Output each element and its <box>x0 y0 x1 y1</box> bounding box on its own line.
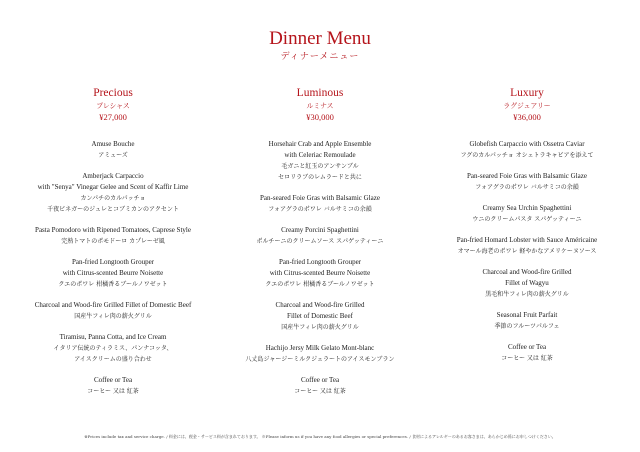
dish-list <box>220 139 420 397</box>
menu-dish <box>427 171 627 193</box>
menu-dish <box>220 225 420 247</box>
course-name-jp: ルミナス <box>306 102 334 110</box>
dish-name-en: with "Senya" Vinegar Gelee and Scent of Kaffir Lime <box>37 183 189 191</box>
dish-name-en: Pan-seared Foie Gras with Balsamic Glaze <box>260 194 380 202</box>
dish-name-en: with Citrus-scented Beurre Noisette <box>269 269 371 277</box>
dish-name-jp: 毛ガニと紅玉のアンサンブル <box>281 163 359 170</box>
menu-dish <box>13 257 213 290</box>
course-price: ¥36,000 <box>513 112 541 122</box>
dish-name-jp: アイスクリームの盛り合わせ <box>74 356 152 363</box>
menu-dish <box>427 267 627 300</box>
dish-name-en: Creamy Sea Urchin Spaghettini <box>482 204 572 212</box>
menu-dish <box>13 332 213 365</box>
menu-dish <box>427 342 627 364</box>
dish-name-en: Creamy Porcini Spaghettini <box>281 226 359 234</box>
dish-name-jp: 黒毛和牛フィレ肉の薪火グリル <box>485 291 569 298</box>
dish-name-en: with Citrus-scented Beurre Noisette <box>62 269 164 277</box>
dish-name-en: Hachijo Jersy Milk Gelato Mont-blanc <box>265 344 375 352</box>
menu-dish <box>220 193 420 215</box>
dish-name-en: Pasta Pomodoro with Ripened Tomatoes, Caprese Style <box>35 226 191 234</box>
dish-name-en: Fillet of Domestic Beef <box>287 312 353 320</box>
dish-name-jp: フグのカルパッチョ オシェトラキャビアを添えて <box>460 152 594 159</box>
dish-name-jp: コーヒー 又は 紅茶 <box>294 388 346 395</box>
dish-name-en: Coffee or Tea <box>300 376 340 384</box>
menu-dish <box>13 300 213 322</box>
dish-name-en: Pan-seared Foie Gras with Balsamic Glaze <box>467 172 587 180</box>
menu-dish <box>13 225 213 247</box>
menu-dish <box>220 139 420 183</box>
dish-name-en: Charcoal and Wood-fire Grilled <box>482 268 572 276</box>
dish-name-jp: フォアグラのポワレ バルサミコの余韻 <box>268 206 372 213</box>
dish-name-jp: 国産牛フィレ肉の薪火グリル <box>74 313 152 320</box>
dish-name-jp: コーヒー 又は 紅茶 <box>87 388 139 395</box>
dish-name-jp: アミューズ <box>98 152 128 159</box>
dish-name-en: with Celeriac Remoulade <box>284 151 356 159</box>
dish-list <box>13 139 213 397</box>
menu-dish <box>13 171 213 215</box>
menu-dish <box>427 235 627 257</box>
course-name: Luminous <box>296 87 344 99</box>
menu-dish <box>220 375 420 397</box>
dish-name-en: Pan-fried Longtooth Grouper <box>71 258 155 266</box>
course-column-precious <box>13 86 213 407</box>
menu-dish <box>13 139 213 161</box>
menu-dish <box>220 343 420 365</box>
dish-name-en: Coffee or Tea <box>507 343 547 351</box>
course-name-jp: ラグジュアリー <box>503 102 551 110</box>
dish-name-en: Pan-fried Longtooth Grouper <box>278 258 362 266</box>
dish-name-en: Horsehair Crab and Apple Ensemble <box>268 140 372 148</box>
dish-name-jp: クエのポワレ 柑橘香るブールノワゼット <box>265 281 375 288</box>
dish-name-en: Tiramisu, Panna Cotta, and Ice Cream <box>59 333 167 341</box>
course-name: Luxury <box>510 87 544 99</box>
dish-name-jp: ポルチーニのクリームソース スパゲッティーニ <box>256 238 384 245</box>
menu-title: Dinner Menu <box>269 28 371 49</box>
course-column-luxury <box>427 86 627 374</box>
dish-name-jp: オマール海老のポワレ 軽やかなアメリケーヌソース <box>457 248 597 255</box>
course-price: ¥27,000 <box>99 112 127 122</box>
dish-name-jp: フォアグラのポワレ バルサミコの余韻 <box>475 184 579 191</box>
menu-dish <box>427 203 627 225</box>
dish-name-jp: 国産牛フィレ肉の薪火グリル <box>281 324 359 331</box>
dish-name-en: Coffee or Tea <box>93 376 133 384</box>
dish-name-en: Globefish Carpaccio with Ossetra Caviar <box>469 140 585 148</box>
menu-dish <box>427 139 627 161</box>
dish-name-jp: ウニのクリームパスタ スパゲッティーニ <box>472 216 582 223</box>
course-name-jp: プレシャス <box>96 102 130 110</box>
dish-name-en: Charcoal and Wood-fire Grilled Fillet of Domestic Beef <box>34 301 192 309</box>
dish-name-en: Seasonal Fruit Parfait <box>496 311 558 319</box>
menu-dish <box>427 310 627 332</box>
dish-name-jp: 八丈島ジャージーミルクジェラートのアイスモンブラン <box>245 356 395 363</box>
footer-note: ※Prices include tax and service charge. / 料金には、税金・サービス料が含まれております。 ※Please inform us if you have any food allergies or special preferences. / 食材によるアレルギーのあるお客さまは、あらかじめ係にお申しつけください。 <box>84 434 556 439</box>
course-column-luminous <box>220 86 420 407</box>
dish-name-en: Fillet of Wagyu <box>505 279 549 287</box>
menu-dish <box>220 300 420 333</box>
dish-name-jp: 千夜ビネガーのジュレとコブミカンのアクセント <box>47 206 179 213</box>
dish-name-en: Charcoal and Wood-fire Grilled <box>275 301 365 309</box>
dish-name-en: Amberjack Carpaccio <box>82 172 144 180</box>
dish-name-jp: セロリラブのレムラードと共に <box>278 174 362 181</box>
dish-name-jp: コーヒー 又は 紅茶 <box>501 355 553 362</box>
dish-name-en: Pan-fried Homard Lobster with Sauce Américaine <box>456 236 598 244</box>
dish-name-en: Amuse Bouche <box>91 140 135 148</box>
dish-name-jp: 完熟トマトのポモドーロ カプレーゼ風 <box>61 238 165 245</box>
dish-name-jp: 季節のフルーツパルフェ <box>494 323 560 330</box>
menu-title-jp: ディナーメニュー <box>280 52 360 62</box>
menu-dish <box>220 257 420 290</box>
menu-dish <box>13 375 213 397</box>
dish-list <box>427 139 627 364</box>
dish-name-jp: クエのポワレ 柑橘香るブールノワゼット <box>58 281 168 288</box>
dish-name-jp: カンパチのカルパッチョ <box>80 195 146 202</box>
course-name: Precious <box>93 87 133 99</box>
dish-name-jp: イタリア伝統のティラミス、パンナコッタ、 <box>53 345 173 352</box>
course-price: ¥30,000 <box>306 112 334 122</box>
